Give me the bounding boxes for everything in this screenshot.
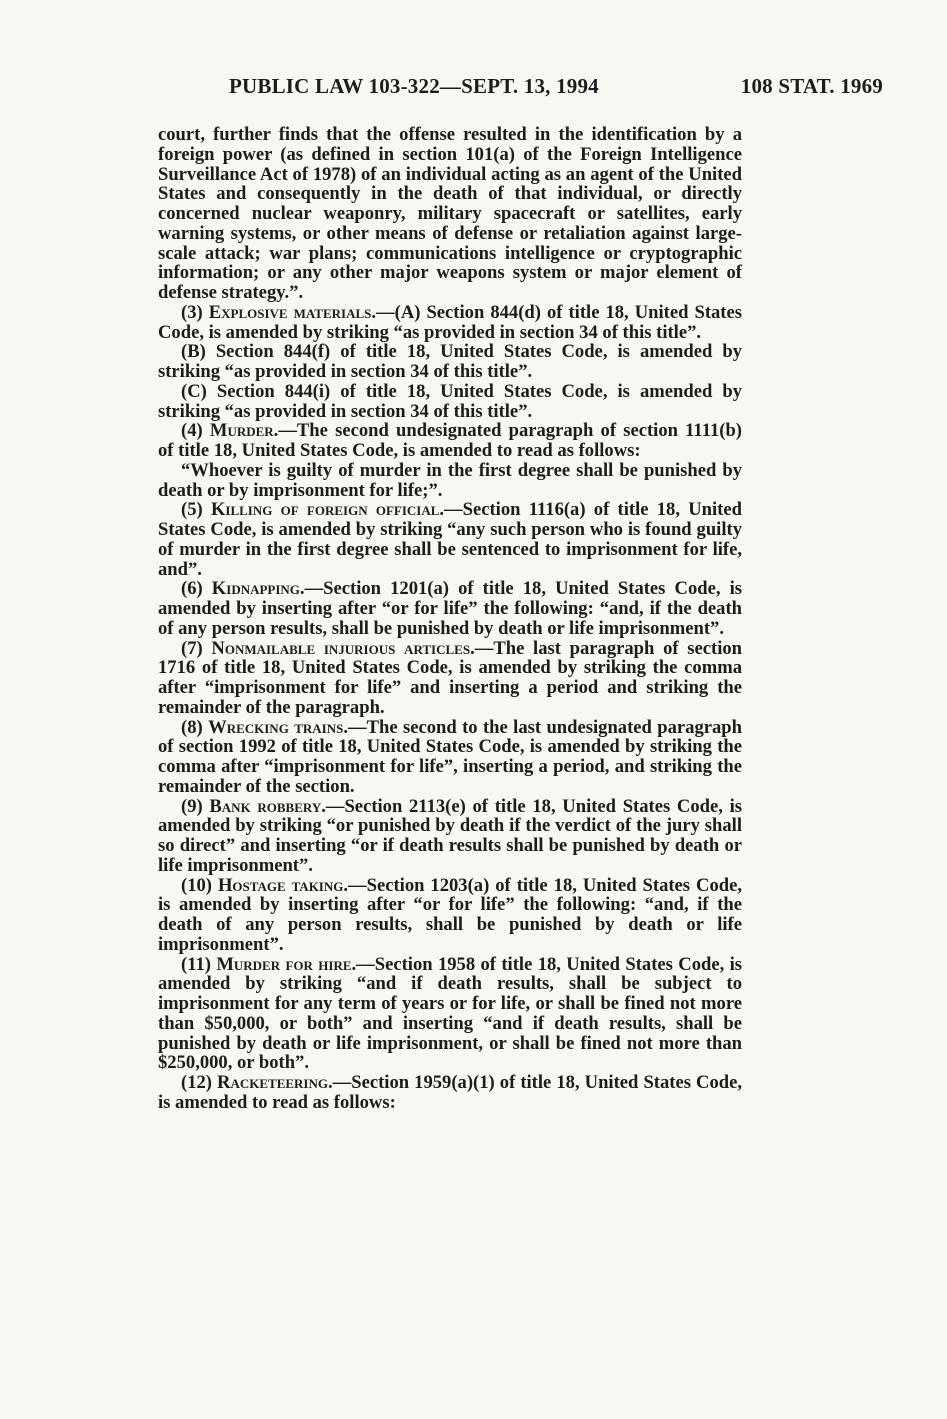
paragraph-text: —Section 2113(e) of title 18, United States Code, is amended by striking “or punished by death if the verdict of the jury shall so direct” and inserting “or if death results shall be punished by death or life imprisonment”. bbox=[158, 795, 742, 876]
paragraph-heading: Hostage taking. bbox=[217, 874, 349, 896]
paragraph-11-murder-for-hire bbox=[158, 955, 742, 1074]
paragraph-text: —(A) Section 844(d) of title 18, United States Code, is amended by striking “as provided in section 34 of this title”. bbox=[158, 301, 742, 343]
paragraph-number: (5) bbox=[181, 499, 211, 521]
paragraph-6-kidnapping bbox=[158, 579, 742, 638]
law-title-date: PUBLIC LAW 103-322—SEPT. 13, 1994 bbox=[229, 74, 599, 98]
paragraph-8-wrecking-trains bbox=[158, 718, 742, 797]
paragraph-heading: Wrecking trains. bbox=[208, 716, 348, 738]
paragraph-heading: Murder. bbox=[209, 420, 279, 442]
paragraph-heading: Nonmailable injurious articles. bbox=[211, 637, 475, 659]
paragraph-heading: Killing of foreign official. bbox=[210, 499, 445, 521]
paragraph-heading: Kidnapping. bbox=[211, 578, 305, 600]
paragraph-number: (10) bbox=[181, 874, 218, 896]
paragraph-heading: Racketeering. bbox=[217, 1072, 333, 1093]
paragraph-10-hostage-taking bbox=[158, 876, 742, 955]
paragraph-number: (9) bbox=[181, 795, 210, 817]
paragraph-heading: Explosive materials. bbox=[208, 301, 377, 323]
paragraph-number: (4) bbox=[181, 420, 210, 442]
paragraph-number: (3) bbox=[181, 301, 209, 323]
paragraph-text: —The second undesignated paragraph of section 1111(b) of title 18, United States Code, is amended to read as follows: bbox=[158, 420, 742, 461]
paragraph-number: (12) bbox=[181, 1072, 218, 1093]
paragraph-text: —Section 1116(a) of title 18, United States Code, is amended by striking “any such person who is found guilty of murder in the first degree shall be sentenced to imprisonment for life, and”. bbox=[158, 499, 742, 580]
paragraph-7-nonmailable-articles bbox=[158, 639, 742, 718]
paragraph-number: (6) bbox=[181, 578, 212, 600]
paragraph-text: (C) Section 844(i) of title 18, United States Code, is amended by striking “as provided in section 34 of this title”. bbox=[158, 380, 742, 422]
paragraph-text: court, further finds that the offense resulted in the identification by a foreign power (as defined in section 101(a) of the Foreign Intelligence Surveillance Act of 1978) of an individual acting as an agent of the United States and consequently in the death of that individual, or directly concerned nuclear weaponry, military spacecraft or satellites, early warning systems, or other means of defense or retaliation against large-scale attack; war plans; communications intelligence or cryptographic information; or any other major weapons system or major element of defense strategy.”. bbox=[158, 124, 742, 303]
paragraph-12-racketeering bbox=[158, 1073, 742, 1113]
body-text bbox=[158, 125, 742, 1113]
paragraph-text: —Section 1958 of title 18, United States Code, is amended by striking “and if death results, shall be subject to imprisonment for any term of years or for life, or shall be fined not more than $50,000, or both” and inserting “and if death results, shall be punished by death or life imprisonment, or shall be fined not more than $250,000, or both”. bbox=[158, 953, 742, 1074]
paragraph-4-murder bbox=[158, 421, 742, 461]
running-header bbox=[229, 74, 883, 104]
paragraph-number: (11) bbox=[181, 953, 217, 975]
subparagraph-c bbox=[158, 382, 742, 422]
paragraph-text: (B) Section 844(f) of title 18, United States Code, is amended by striking “as provided in section 34 of this title”. bbox=[158, 341, 742, 382]
paragraph-5-killing-foreign-official bbox=[158, 500, 742, 579]
paragraph-text: “Whoever is guilty of murder in the first degree shall be punished by death or by imprisonment for life;”. bbox=[158, 459, 742, 501]
paragraph-1 bbox=[158, 125, 742, 303]
paragraph-number: (8) bbox=[181, 716, 209, 738]
paragraph-text: —Section 1959(a)(1) of title 18, United States Code, is amended to read as follows: bbox=[158, 1072, 742, 1113]
paragraph-text: —Section 1201(a) of title 18, United States Code, is amended by inserting after “or for life” the following: “and, if the death of any person results, shall be punished by death or life imprisonment”. bbox=[158, 578, 742, 639]
paragraph-heading: Bank robbery. bbox=[209, 795, 326, 817]
paragraph-3-explosive-materials bbox=[158, 303, 742, 343]
statute-page-number: 108 STAT. 1969 bbox=[740, 74, 883, 98]
paragraph-text: —The last paragraph of section 1716 of title 18, United States Code, is amended by striking the comma after “imprisonment for life” and inserting a period and striking the remainder of the paragraph. bbox=[158, 637, 743, 718]
paragraph-text: —The second to the last undesignated paragraph of section 1992 of title 18, United States Code, is amended by striking the comma after “imprisonment for life”, inserting a period, and striking the remainder of the section. bbox=[158, 716, 742, 797]
paragraph-number: (7) bbox=[181, 637, 212, 659]
paragraph-text: —Section 1203(a) of title 18, United States Code, is amended by inserting after “or for life” the following: “and, if the death of any person results, shall be punished by death or life imprisonment”. bbox=[158, 874, 742, 955]
subparagraph-b bbox=[158, 342, 742, 382]
paragraph-9-bank-robbery bbox=[158, 797, 742, 876]
paragraph-heading: Murder for hire. bbox=[216, 953, 357, 975]
quoted-murder-text bbox=[158, 461, 742, 501]
